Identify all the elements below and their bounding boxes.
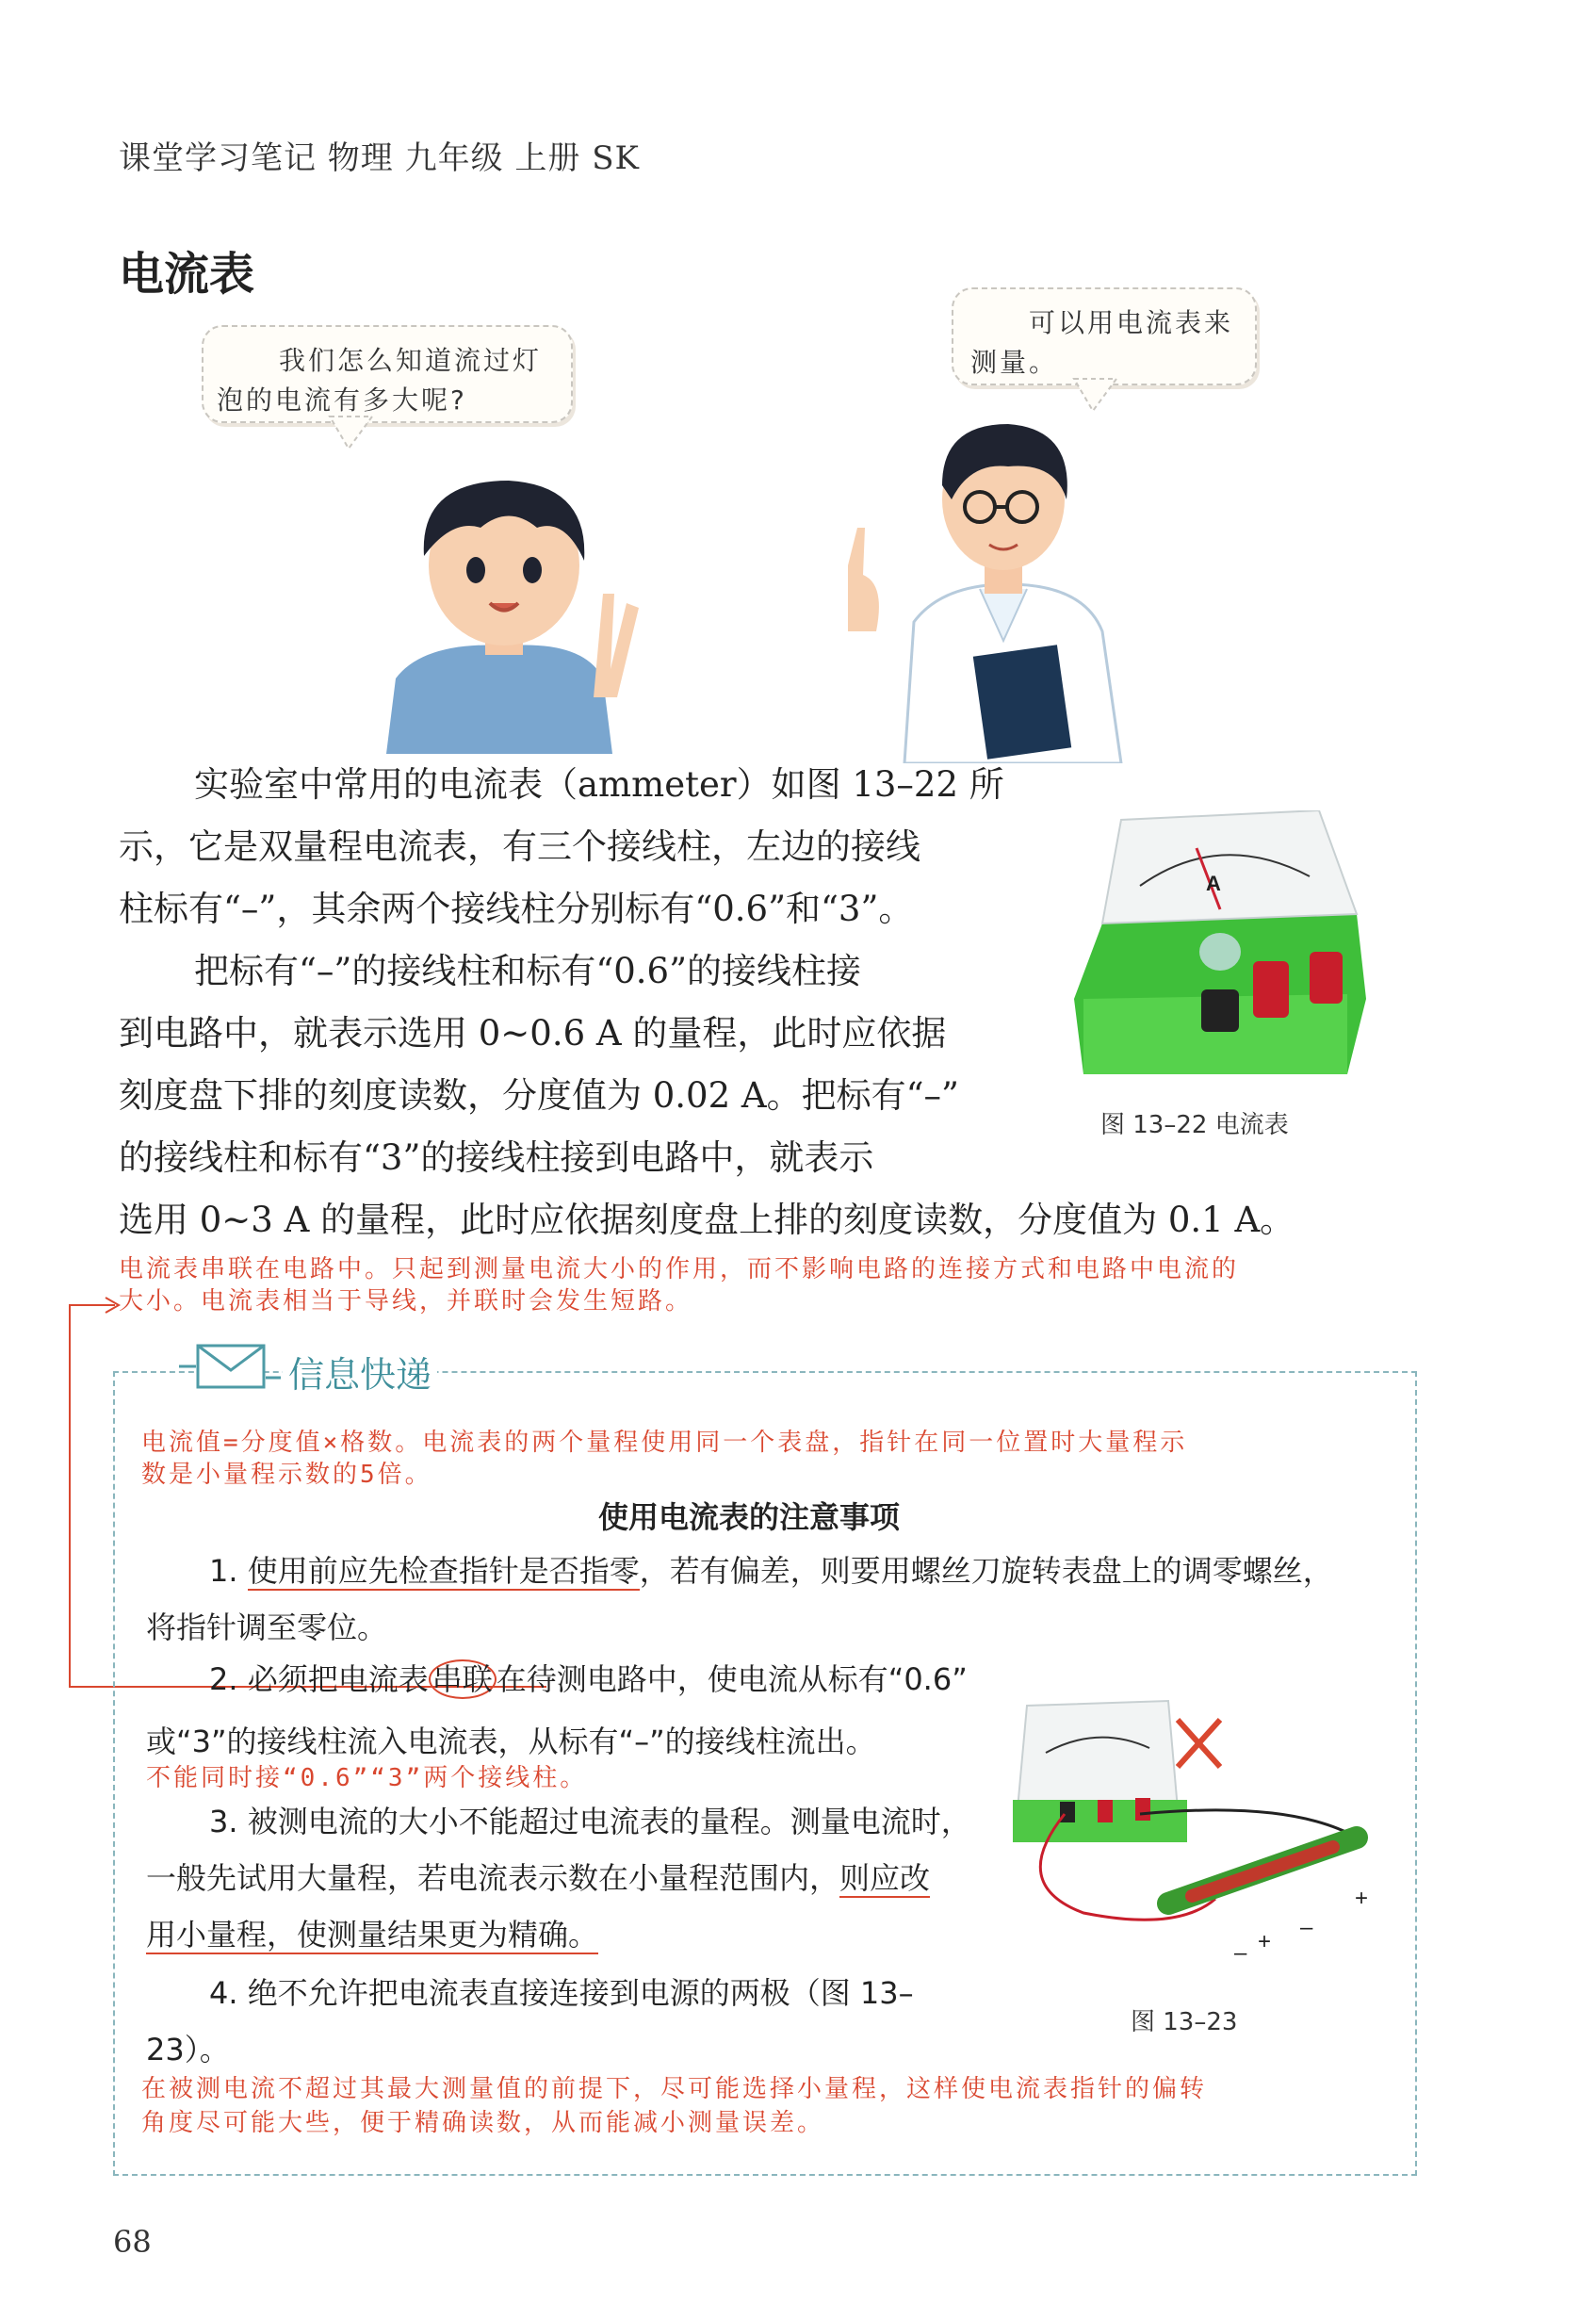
battery-minus-sign-2: –: [1300, 1915, 1313, 1940]
handwritten-note-2-line1: 电流值=分度值×格数。电流表的两个量程使用同一个表盘，指针在同一位置时大量程示: [141, 1429, 1188, 1457]
envelope-icon: [179, 1338, 283, 1395]
teacher-bubble-line1: 可以用电流表来: [1029, 307, 1234, 338]
item-1-line2: 将指针调至零位。: [146, 1610, 388, 1645]
student-bubble-line1: 我们怎么知道流过灯: [279, 345, 543, 376]
battery-plus-sign-1: +: [1258, 1929, 1272, 1954]
item-2-pre: 2. 必须把电流表: [209, 1661, 429, 1697]
body-p2-line5: 选用 0~3 A 的量程，此时应依据刻度盘上排的刻度读数，分度值为 0.1 A。: [119, 1200, 1295, 1240]
item-1-number: 1.: [209, 1553, 238, 1589]
teacher-bubble-line2: 测量。: [970, 347, 1059, 378]
body-p2-line2: 到电路中，就表示选用 0~0.6 A 的量程，此时应依据: [119, 1013, 947, 1054]
item-4-line2: 23）。: [146, 2032, 230, 2067]
body-p1-line2: 示，它是双量程电流表，有三个接线柱，左边的接线: [119, 826, 920, 867]
battery-minus-sign: –: [1234, 1940, 1247, 1966]
item-1-rest: ，若有偏差，则要用螺丝刀旋转表盘上的调零螺丝，: [639, 1553, 1333, 1589]
handwritten-note-1-line1: 电流表串联在电路中。只起到测量电流大小的作用，而不影响电路的连接方式和电路中电流的: [119, 1255, 1240, 1283]
item-3-line1: 3. 被测电流的大小不能超过电流表的量程。测量电流时，: [209, 1804, 971, 1839]
figure-13-23-caption: 图 13–23: [1131, 2008, 1238, 2036]
item-3-line3-underlined: 用小量程，使测量结果更为精确。: [146, 1917, 599, 1953]
item-4-line1: 4. 绝不允许把电流表直接连接到电源的两极（图 13–: [209, 1975, 914, 2011]
info-box-heading: 使用电流表的注意事项: [598, 1499, 901, 1535]
teacher-speech-bubble: [952, 287, 1257, 385]
teacher-illustration: [820, 396, 1159, 763]
item-2-line2: 或“3”的接线柱流入电流表，从标有“–”的接线柱流出。: [146, 1724, 876, 1759]
item-3-line2-text: 一般先试用大量程，若电流表示数在小量程范围内，: [146, 1860, 840, 1896]
item-1-line1: [209, 1543, 1333, 1599]
handwritten-note-1-line2: 大小。电流表相当于导线，并联时会发生短路。: [119, 1287, 693, 1315]
student-speech-bubble: [202, 325, 573, 423]
handwritten-note-4-line1: 在被测电流不超过其最大测量值的前提下，尽可能选择小量程，这样使电流表指针的偏转: [141, 2075, 1208, 2103]
section-title: 电流表: [119, 248, 255, 301]
item-2-post: 在待测电路中，使电流从标有“0.6”: [496, 1661, 968, 1697]
item-1-underlined-text: 使用前应先检查指针是否指零: [247, 1553, 640, 1589]
body-p1-line1: 实验室中常用的电流表（ammeter）如图 13–22 所: [194, 764, 1004, 805]
student-bubble-tail: [320, 415, 396, 452]
handwritten-note-2-line2: 数是小量程示数的5倍。: [141, 1461, 432, 1489]
figure-13-22-caption: 图 13–22 电流表: [1100, 1111, 1289, 1139]
body-p2-line4: 的接线柱和标有“3”的接线柱接到电路中，就表示: [119, 1137, 874, 1178]
body-p2-line3: 刻度盘下排的刻度读数，分度值为 0.02 A。把标有“–”: [119, 1075, 959, 1116]
body-p2-line1: 把标有“–”的接线柱和标有“0.6”的接线柱接: [194, 951, 862, 991]
item-3-line3: [146, 1906, 598, 1963]
item-2-line1: [209, 1651, 968, 1708]
item-3-line2: [146, 1850, 930, 1906]
handwritten-note-3: 不能同时接“0.6”“3”两个接线柱。: [146, 1764, 588, 1792]
battery-plus-sign-2: +: [1355, 1886, 1369, 1911]
running-header: 课堂学习笔记 物理 九年级 上册 SK: [119, 139, 640, 177]
figure-13-23-illustration: [1008, 1696, 1394, 1979]
ammeter-photo: [1065, 810, 1376, 1084]
item-3-line2-underlined: 则应改: [839, 1860, 931, 1896]
info-box-label: 信息快递: [283, 1346, 437, 1397]
page-number: 68: [113, 2224, 152, 2260]
ammeter-dial-letter: A: [1206, 872, 1221, 895]
body-p1-line3: 柱标有“–”，其余两个接线柱分别标有“0.6”和“3”。: [119, 889, 914, 929]
item-2-circled-word: 串联: [429, 1659, 497, 1699]
handwritten-note-4-line2: 角度尽可能大些，便于精确读数，从而能减小测量误差。: [141, 2109, 825, 2137]
student-illustration: [367, 452, 650, 754]
student-bubble-line2: 泡的电流有多大呢?: [217, 384, 467, 416]
